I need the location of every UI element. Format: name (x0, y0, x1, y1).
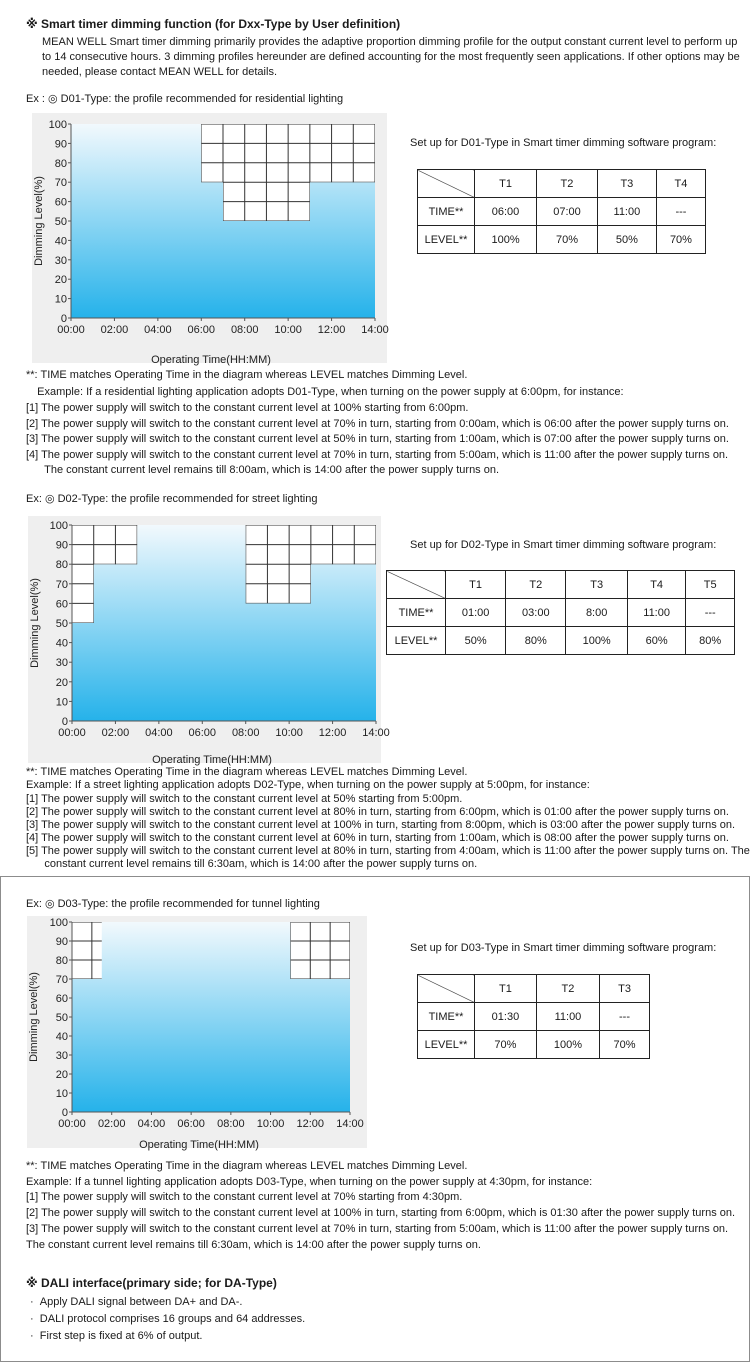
d01-note: Example: If a residential lighting application adopts D01-Type, when turning on the power supply at 6:00pm, for instance: (28, 386, 624, 398)
x-axis-label: Operating Time(HH:MM) (139, 1139, 259, 1151)
d01-heading: Ex : ◎ D01-Type: the profile recommended for residential lighting (26, 93, 344, 105)
y-tick-label: 0 (60, 313, 67, 325)
x-tick-label: 08:00 (230, 324, 259, 336)
level-cell: 50% (597, 226, 656, 254)
y-tick-label: 80 (54, 157, 67, 170)
level-cell: 60% (627, 627, 685, 655)
y-tick-label: 50 (54, 216, 67, 228)
y-tick-label: 80 (55, 955, 68, 967)
y-tick-label: 90 (54, 138, 67, 151)
d03-note: The constant current level remains till 6:30am, which is 14:00 after the power supply turns on. (26, 1239, 481, 1251)
x-tick-label: 00:00 (58, 727, 86, 739)
dali-bullet-text: Apply DALI signal between DA+ and DA-. (39, 1296, 243, 1308)
y-tick-label: 30 (55, 657, 68, 670)
y-tick-label: 30 (55, 1050, 68, 1062)
level-cell: 70% (475, 1031, 537, 1059)
d02-note: [3] The power supply will switch to the constant current level at 100% in turn, starting from 8:00pm, which is 03:00 after the power supply turns on. (26, 819, 736, 831)
table-header: T5 (686, 571, 735, 599)
y-tick-label: 10 (55, 696, 68, 709)
time-cell: --- (656, 198, 705, 226)
d02-setup-table (386, 570, 735, 655)
x-tick-label: 04:00 (144, 324, 172, 336)
time-cell: 03:00 (506, 599, 566, 627)
y-tick-label: 100 (49, 520, 68, 532)
d03-setup-title: Set up for D03-Type in Smart timer dimming software program: (410, 942, 717, 954)
d02-note: [4] The power supply will switch to the constant current level at 60% in turn, starting from 1:00am, which is 08:00 after the power supply turns on. (26, 832, 729, 844)
level-cell: 80% (506, 627, 566, 655)
x-tick-label: 14:00 (336, 1118, 364, 1130)
time-cell: 11:00 (627, 599, 685, 627)
row-label-time: TIME** (387, 599, 446, 627)
d03-note: **: TIME matches Operating Time in the diagram whereas LEVEL matches Dimming Level. (26, 1160, 468, 1172)
table-header: T4 (627, 571, 685, 599)
dali-section-title: ※ DALI interface(primary side; for DA-Type) (26, 1276, 277, 1290)
d03-heading: Ex: ◎ D03-Type: the profile recommended for tunnel lighting (26, 898, 320, 910)
d01-note: [4] The power supply will switch to the constant current level at 70% in turn, starting from 5:00am, which is 11:00 after the power supply turns on. (26, 449, 729, 461)
y-tick-label: 20 (55, 676, 68, 689)
y-axis-label: Dimming Level(%) (33, 176, 45, 266)
time-cell: 11:00 (536, 1003, 599, 1031)
x-tick-label: 02:00 (100, 324, 129, 336)
y-tick-label: 70 (54, 177, 67, 190)
d02-setup-title: Set up for D02-Type in Smart timer dimming software program: (410, 539, 717, 551)
y-axis-label: Dimming Level(%) (29, 578, 41, 668)
table-header: T2 (506, 571, 566, 599)
x-tick-label: 04:00 (137, 1118, 166, 1130)
x-tick-label: 10:00 (256, 1118, 285, 1130)
table-header: T3 (597, 170, 656, 198)
x-tick-label: 10:00 (274, 324, 302, 336)
d03-note: [1] The power supply will switch to the constant current level at 70% starting from 4:30pm. (26, 1191, 463, 1203)
table-header: T1 (446, 571, 506, 599)
y-tick-label: 100 (48, 119, 67, 131)
y-tick-label: 0 (61, 716, 68, 728)
y-tick-label: 40 (54, 235, 67, 248)
level-cell: 70% (537, 226, 598, 254)
d02-heading: Ex: ◎ D02-Type: the profile recommended for street lighting (26, 493, 318, 505)
y-tick-label: 20 (54, 274, 67, 287)
time-cell: 11:00 (597, 198, 656, 226)
bullet-glyph: · (30, 1330, 34, 1342)
time-cell: --- (686, 599, 735, 627)
x-tick-label: 08:00 (217, 1118, 245, 1130)
y-tick-label: 0 (61, 1107, 68, 1119)
row-label-level: LEVEL** (387, 627, 446, 655)
y-tick-label: 10 (55, 1088, 68, 1100)
level-cell: 100% (566, 627, 627, 655)
x-tick-label: 08:00 (231, 727, 260, 739)
time-cell: 07:00 (537, 198, 598, 226)
x-tick-label: 12:00 (296, 1118, 325, 1130)
table-header: T1 (475, 170, 537, 198)
table-header: T4 (656, 170, 705, 198)
y-tick-label: 20 (55, 1069, 68, 1081)
y-tick-label: 80 (55, 559, 68, 572)
time-cell: --- (600, 1003, 650, 1031)
y-tick-label: 70 (55, 578, 68, 591)
x-tick-label: 00:00 (58, 1118, 86, 1130)
d02-chart (24, 513, 390, 768)
d01-chart (28, 110, 388, 365)
level-cell: 80% (686, 627, 735, 655)
d02-note: [2] The power supply will switch to the constant current level at 80% in turn, starting from 6:00pm, which is 01:00 after the power supply turns on. (26, 806, 729, 818)
level-cell: 50% (446, 627, 506, 655)
d01-note: [1] The power supply will switch to the constant current level at 100% starting from 6:00pm. (26, 402, 469, 414)
x-tick-label: 06:00 (187, 324, 216, 336)
x-tick-label: 06:00 (188, 727, 217, 739)
y-tick-label: 100 (49, 917, 68, 929)
y-tick-label: 90 (55, 936, 68, 948)
level-cell: 70% (656, 226, 705, 254)
y-tick-label: 60 (54, 196, 67, 209)
bullet-glyph: · (30, 1296, 34, 1308)
table-header: T3 (566, 571, 627, 599)
table-header: T3 (600, 975, 650, 1003)
y-tick-label: 50 (55, 1012, 68, 1024)
row-label-level: LEVEL** (418, 1031, 475, 1059)
timer-intro: MEAN WELL Smart timer dimming primarily provides the adaptive proportion dimming profile for the output constant current level to perform up to 14 consecutive hours. 3 dimming profiles hereunder are defined accounting for the most frequently seen applications. If other options may be needed, please contact MEAN WELL for details. (42, 36, 740, 78)
d03-note: [3] The power supply will switch to the constant current level at 70% in turn, starting from 5:00am, which is 11:00 after the power supply turns on. (26, 1223, 729, 1235)
row-label-level: LEVEL** (418, 226, 475, 254)
x-tick-label: 12:00 (317, 324, 346, 336)
time-cell: 06:00 (475, 198, 537, 226)
timer-section-title: ※ Smart timer dimming function (for Dxx-Type by User definition) (26, 17, 401, 31)
x-axis-label: Operating Time(HH:MM) (151, 354, 271, 366)
row-label-time: TIME** (418, 198, 475, 226)
x-tick-label: 04:00 (145, 727, 173, 739)
y-tick-label: 40 (55, 1031, 68, 1043)
y-tick-label: 50 (55, 618, 68, 630)
bullet-glyph: · (30, 1313, 34, 1325)
y-tick-label: 70 (55, 974, 68, 986)
x-tick-label: 06:00 (177, 1118, 205, 1130)
d03-chart (24, 913, 374, 1153)
time-cell: 01:30 (475, 1003, 537, 1031)
dali-bullet (30, 1312, 305, 1326)
d02-note: Example: If a street lighting application adopts D02-Type, when turning on the power supply at 5:00pm, for instance: (26, 779, 590, 791)
d01-note: The constant current level remains till 8:00am, which is 14:00 after the power supply turns on. (26, 464, 500, 476)
x-tick-label: 02:00 (101, 727, 130, 739)
level-cell: 100% (475, 226, 537, 254)
x-tick-label: 00:00 (57, 324, 85, 336)
row-label-time: TIME** (418, 1003, 475, 1031)
x-tick-label: 12:00 (318, 727, 347, 739)
d01-note: [2] The power supply will switch to the constant current level at 70% in turn, starting from 0:00am, which is 06:00 after the power supply turns on. (26, 418, 729, 430)
time-cell: 8:00 (566, 599, 627, 627)
dali-bullet-text: DALI protocol comprises 16 groups and 64 addresses. (39, 1313, 306, 1325)
level-cell: 70% (600, 1031, 650, 1059)
x-tick-label: 10:00 (275, 727, 303, 739)
y-tick-label: 90 (55, 539, 68, 552)
d02-note: [5] The power supply will switch to the constant current level at 80% in turn, starting from 4:00am, which is 11:00 after the power supply turns on. The (26, 845, 750, 857)
d01-setup-table (417, 169, 706, 254)
d03-setup-table (417, 974, 650, 1059)
d03-note: [2] The power supply will switch to the constant current level at 100% in turn, starting from 6:00pm, which is 01:30 after the power supply turns on. (26, 1207, 736, 1219)
dali-bullet (30, 1329, 202, 1343)
y-tick-label: 60 (55, 598, 68, 611)
d01-setup-title: Set up for D01-Type in Smart timer dimming software program: (410, 137, 717, 149)
x-tick-label: 14:00 (362, 727, 390, 739)
table-corner (418, 170, 475, 198)
d02-note: [1] The power supply will switch to the constant current level at 50% starting from 5:00pm. (26, 793, 463, 805)
table-header: T1 (475, 975, 537, 1003)
d01-note: [3] The power supply will switch to the constant current level at 50% in turn, starting from 1:00am, which is 07:00 after the power supply turns on. (26, 433, 729, 445)
d01-note: **: TIME matches Operating Time in the diagram whereas LEVEL matches Dimming Level. (26, 369, 468, 381)
x-axis-label: Operating Time(HH:MM) (152, 754, 272, 766)
d02-note: **: TIME matches Operating Time in the diagram whereas LEVEL matches Dimming Level. (26, 766, 468, 778)
y-axis-label: Dimming Level(%) (28, 972, 40, 1062)
y-tick-label: 10 (54, 293, 67, 306)
d02-note: constant current level remains till 6:30am, which is 14:00 after the power supply turns on. (26, 858, 478, 870)
time-cell: 01:00 (446, 599, 506, 627)
dali-bullet (30, 1295, 243, 1309)
table-corner (387, 571, 446, 599)
x-tick-label: 02:00 (97, 1118, 126, 1130)
level-cell: 100% (536, 1031, 599, 1059)
y-tick-label: 30 (54, 254, 67, 267)
y-tick-label: 40 (55, 637, 68, 650)
y-tick-label: 60 (55, 993, 68, 1005)
x-tick-label: 14:00 (361, 324, 389, 336)
table-header: T2 (537, 170, 598, 198)
d03-note: Example: If a tunnel lighting application adopts D03-Type, when turning on the power supply at 4:30pm, for instance: (26, 1176, 593, 1188)
dali-bullet-text: First step is fixed at 6% of output. (39, 1330, 203, 1342)
table-header: T2 (536, 975, 599, 1003)
table-corner (418, 975, 475, 1003)
